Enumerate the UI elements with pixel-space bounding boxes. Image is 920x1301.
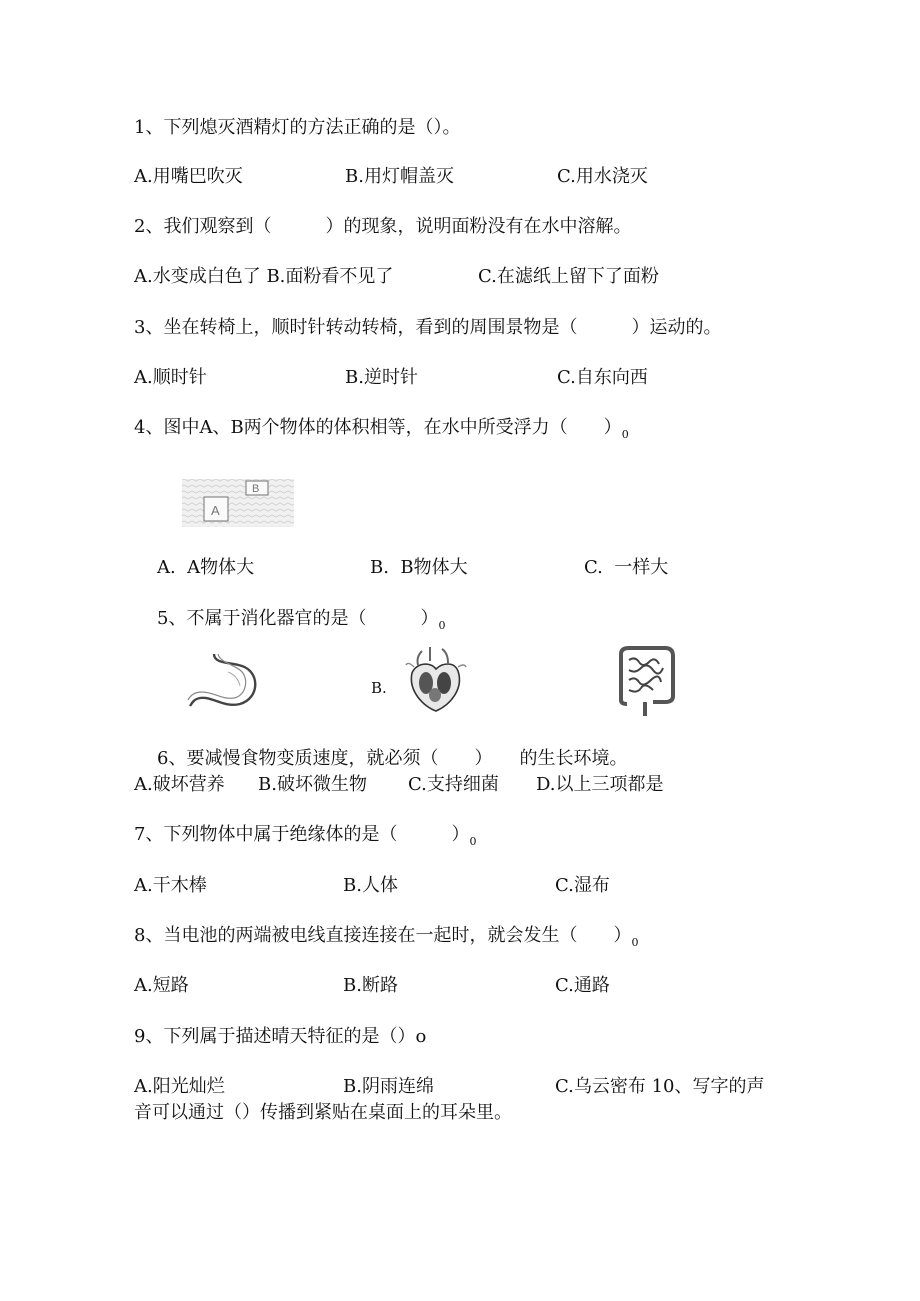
q7-option-a: A.干木棒 bbox=[134, 875, 207, 896]
q3-option-c: C.自东向西 bbox=[557, 367, 648, 388]
stomach-icon bbox=[184, 650, 264, 712]
q2-stem: 2、我们观察到（ ）的现象，说明面粉没有在水中溶解。 bbox=[134, 216, 632, 237]
q2-option-c: C.在滤纸上留下了面粉 bbox=[478, 266, 659, 287]
object-a-label: A bbox=[211, 503, 220, 518]
q1-option-c: C.用水浇灭 bbox=[557, 166, 648, 187]
q5-option-b-label: B. bbox=[371, 679, 387, 697]
q5-stem: 5、不属于消化器官的是（ ）$_0$ bbox=[157, 608, 446, 632]
q8-option-b: B.断路 bbox=[343, 975, 398, 996]
q3-option-b: B.逆时针 bbox=[345, 367, 418, 388]
buoyancy-figure bbox=[182, 477, 294, 529]
q1-stem: 1、下列熄灭酒精灯的方法正确的是（）。 bbox=[134, 117, 461, 138]
q4-stem: 4、图中A、B两个物体的体积相等，在水中所受浮力（ ）$_0$ bbox=[134, 417, 629, 441]
q8-stem: 8、当电池的两端被电线直接连接在一起时，就会发生（ ）$_0$ bbox=[134, 925, 639, 949]
q9-option-a: A.阳光灿烂 bbox=[134, 1076, 225, 1097]
q7-option-c: C.湿布 bbox=[555, 875, 610, 896]
q3-stem: 3、坐在转椅上，顺时针转动转椅，看到的周围景物是（ ）运动的。 bbox=[134, 317, 722, 338]
q6-stem: 6、要减慢食物变质速度，就必须（ ） 的生长环境。 bbox=[157, 748, 628, 769]
q4-option-c: C. 一样大 bbox=[584, 557, 669, 578]
q1-option-b: B.用灯帽盖灭 bbox=[345, 166, 454, 187]
intestines-icon bbox=[613, 644, 681, 718]
q9-option-b: B.阴雨连绵 bbox=[343, 1076, 434, 1097]
q9-option-c: C.乌云密布 10、写字的声 bbox=[555, 1076, 765, 1097]
object-b-label: B bbox=[252, 483, 260, 495]
q3-option-a: A.顺时针 bbox=[134, 367, 207, 388]
q8-option-c: C.通路 bbox=[555, 975, 610, 996]
q1-option-a: A.用嘴巴吹灭 bbox=[134, 166, 243, 187]
q4-option-a: A. A物体大 bbox=[157, 557, 255, 578]
q2-option-ab: A.水变成白色了 B.面粉看不见了 bbox=[134, 266, 394, 287]
q4-option-b: B. B物体大 bbox=[370, 557, 468, 578]
q7-stem: 7、下列物体中属于绝缘体的是（ ）$_0$ bbox=[134, 824, 477, 848]
q9-stem: 9、下列属于描述晴天特征的是（）o bbox=[134, 1026, 427, 1047]
q7-option-b: B.人体 bbox=[343, 875, 398, 896]
q6-option-d: D.以上三项都是 bbox=[536, 774, 664, 795]
q6-option-b: B.破坏微生物 bbox=[258, 774, 367, 795]
q8-option-a: A.短路 bbox=[134, 975, 189, 996]
q6-option-c: C.支持细菌 bbox=[408, 774, 499, 795]
q10-stem-continued: 音可以通过（）传播到紧贴在桌面上的耳朵里。 bbox=[134, 1102, 512, 1123]
heart-icon bbox=[402, 643, 468, 715]
q6-option-a: A.破坏营养 bbox=[134, 774, 225, 795]
